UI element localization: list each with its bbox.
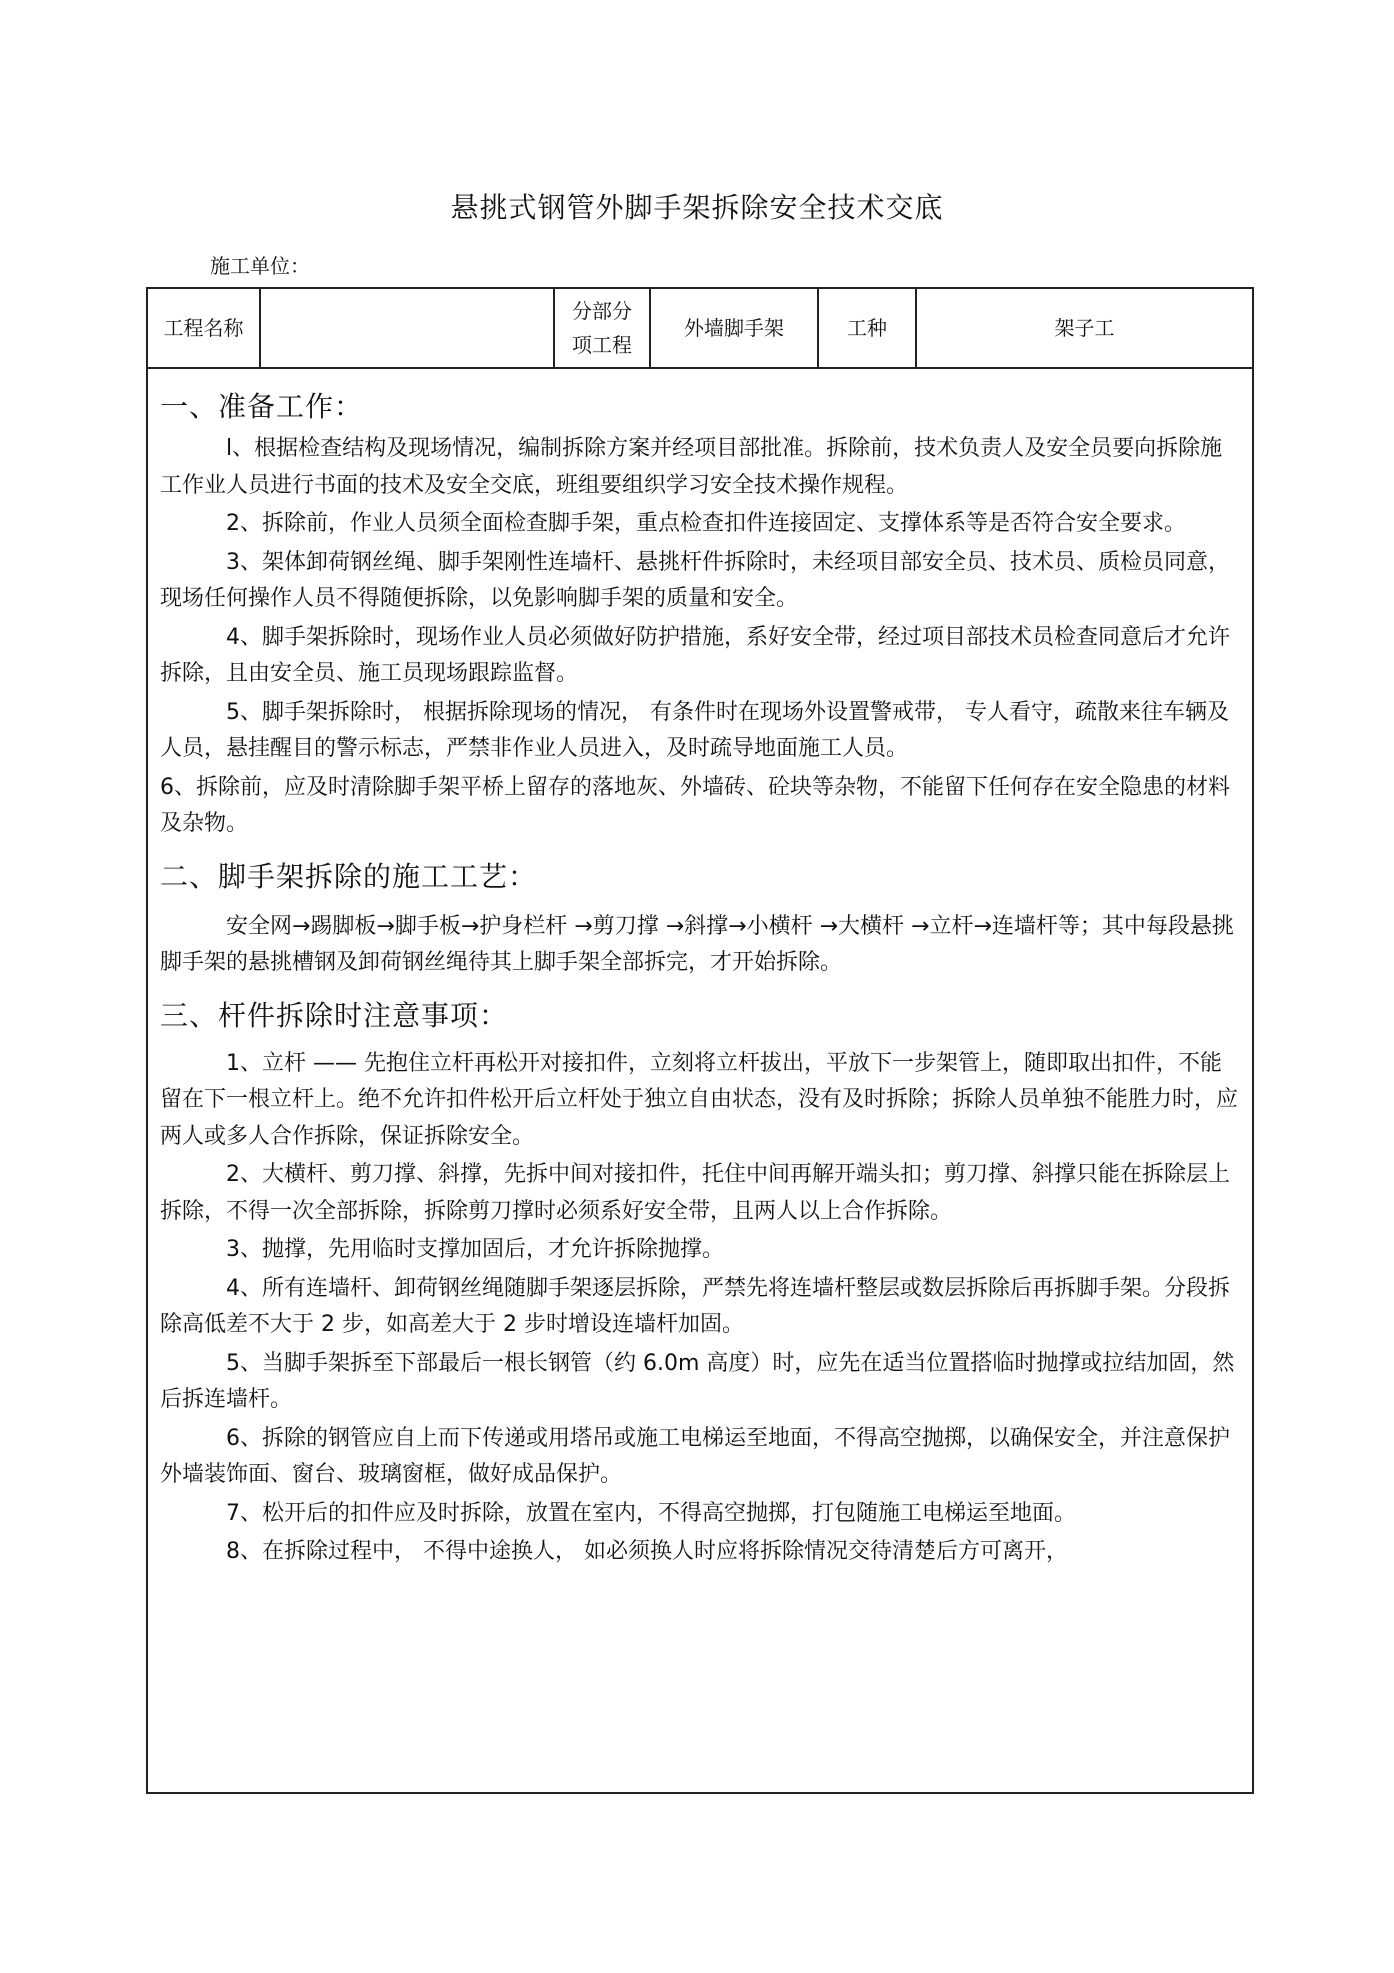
- project-name-value: [260, 289, 554, 368]
- document-title: 悬挑式钢管外脚手架拆除安全技术交底: [450, 191, 944, 224]
- paragraph: 安全网→踢脚板→脚手板→护身栏杆 →剪刀撑 →斜撑→小横杆 →大横杆 →立杆→连墙杆等；其中每段悬挑脚手架的悬挑槽钢及卸荷钢丝绳待其上脚手架全部拆完，才开始拆除。: [160, 913, 1234, 975]
- header-table: [148, 289, 1252, 369]
- trade-label: 工种: [818, 289, 916, 368]
- construction-unit-label: 施工单位：: [210, 254, 310, 278]
- paragraph: 6、拆除的钢管应自上而下传递或用塔吊或施工电梯运至地面，不得高空抛掷，以确保安全，并注意保护外墙装饰面、窗台、玻璃窗框，做好成品保护。: [160, 1425, 1231, 1487]
- section-heading: 三、杆件拆除时注意事项：: [160, 998, 509, 1032]
- section-heading: 二、脚手架拆除的施工工艺：: [160, 859, 538, 893]
- paragraph: 1、立杆 —— 先抱住立杆再松开对接扣件，立刻将立杆拔出，平放下一步架管上，随即取出扣件，不能留在下一根立杆上。绝不允许扣件松开后立杆处于独立自由状态，没有及时拆除；拆除人员单独不能胜力时，应两人或多人合作拆除，保证拆除安全。: [160, 1050, 1239, 1149]
- paragraph: 3、架体卸荷钢丝绳、脚手架刚性连墙杆、悬挑杆件拆除时，未经项目部安全员、技术员、质检员同意，现场任何操作人员不得随便拆除，以免影响脚手架的质量和安全。: [160, 549, 1231, 611]
- paragraph: 4、所有连墙杆、卸荷钢丝绳随脚手架逐层拆除，严禁先将连墙杆整层或数层拆除后再拆脚手架。分段拆除高低差不大于 2 步，如高差大于 2 步时增设连墙杆加固。: [160, 1275, 1231, 1337]
- paragraph: 2、大横杆、剪刀撑、斜撑，先拆中间对接扣件，托住中间再解开端头扣；剪刀撑、斜撑只能在拆除层上拆除，不得一次全部拆除，拆除剪刀撑时必须系好安全带，且两人以上合作拆除。: [160, 1162, 1231, 1224]
- disclosure-form: [146, 287, 1254, 1794]
- paragraph: 3、抛撑，先用临时支撑加固后，才允许拆除抛撑。: [226, 1237, 724, 1262]
- paragraph: l、根据检查结构及现场情况，编制拆除方案并经项目部批准。拆除前，技术负责人及安全员要向拆除施工作业人员进行书面的技术及安全交底，班组要组织学习安全技术操作规程。: [160, 436, 1223, 498]
- sub-project-value: 外墙脚手架: [650, 289, 818, 368]
- paragraph: 4、脚手架拆除时，现场作业人员必须做好防护措施，系好安全带，经过项目部技术员检查同意后才允许拆除，且由安全员、施工员现场跟踪监督。: [160, 624, 1231, 686]
- content-body: [148, 369, 1252, 1571]
- paragraph: 7、松开后的扣件应及时拆除，放置在室内，不得高空抛掷，打包随施工电梯运至地面。: [226, 1500, 1076, 1526]
- paragraph: 8、在拆除过程中， 不得中途换人， 如必须换人时应将拆除情况交待清楚后方可离开，: [226, 1539, 1068, 1564]
- project-name-label: 工程名称: [148, 289, 260, 368]
- sub-project-label: 分部分项工程: [554, 289, 650, 368]
- paragraph: 6、拆除前，应及时清除脚手架平桥上留存的落地灰、外墙砖、砼块等杂物，不能留下任何存在安全隐患的材料及杂物。: [160, 774, 1231, 836]
- paragraph: 2、拆除前，作业人员须全面检查脚手架，重点检查扣件连接固定、支撑体系等是否符合安全要求。: [226, 511, 1187, 536]
- section-heading: 一、准备工作：: [160, 390, 364, 423]
- paragraph: 5、当脚手架拆至下部最后一根长钢管（约 6.0m 高度）时，应先在适当位置搭临时抛撑或拉结加固，然后拆连墙杆。: [160, 1350, 1235, 1412]
- trade-value: 架子工: [916, 289, 1252, 368]
- paragraph: 5、脚手架拆除时， 根据拆除现场的情况， 有条件时在现场外设置警戒带， 专人看守，疏散来往车辆及人员，悬挂醒目的警示标志，严禁非作业人员进入，及时疏导地面施工人员。: [160, 699, 1229, 761]
